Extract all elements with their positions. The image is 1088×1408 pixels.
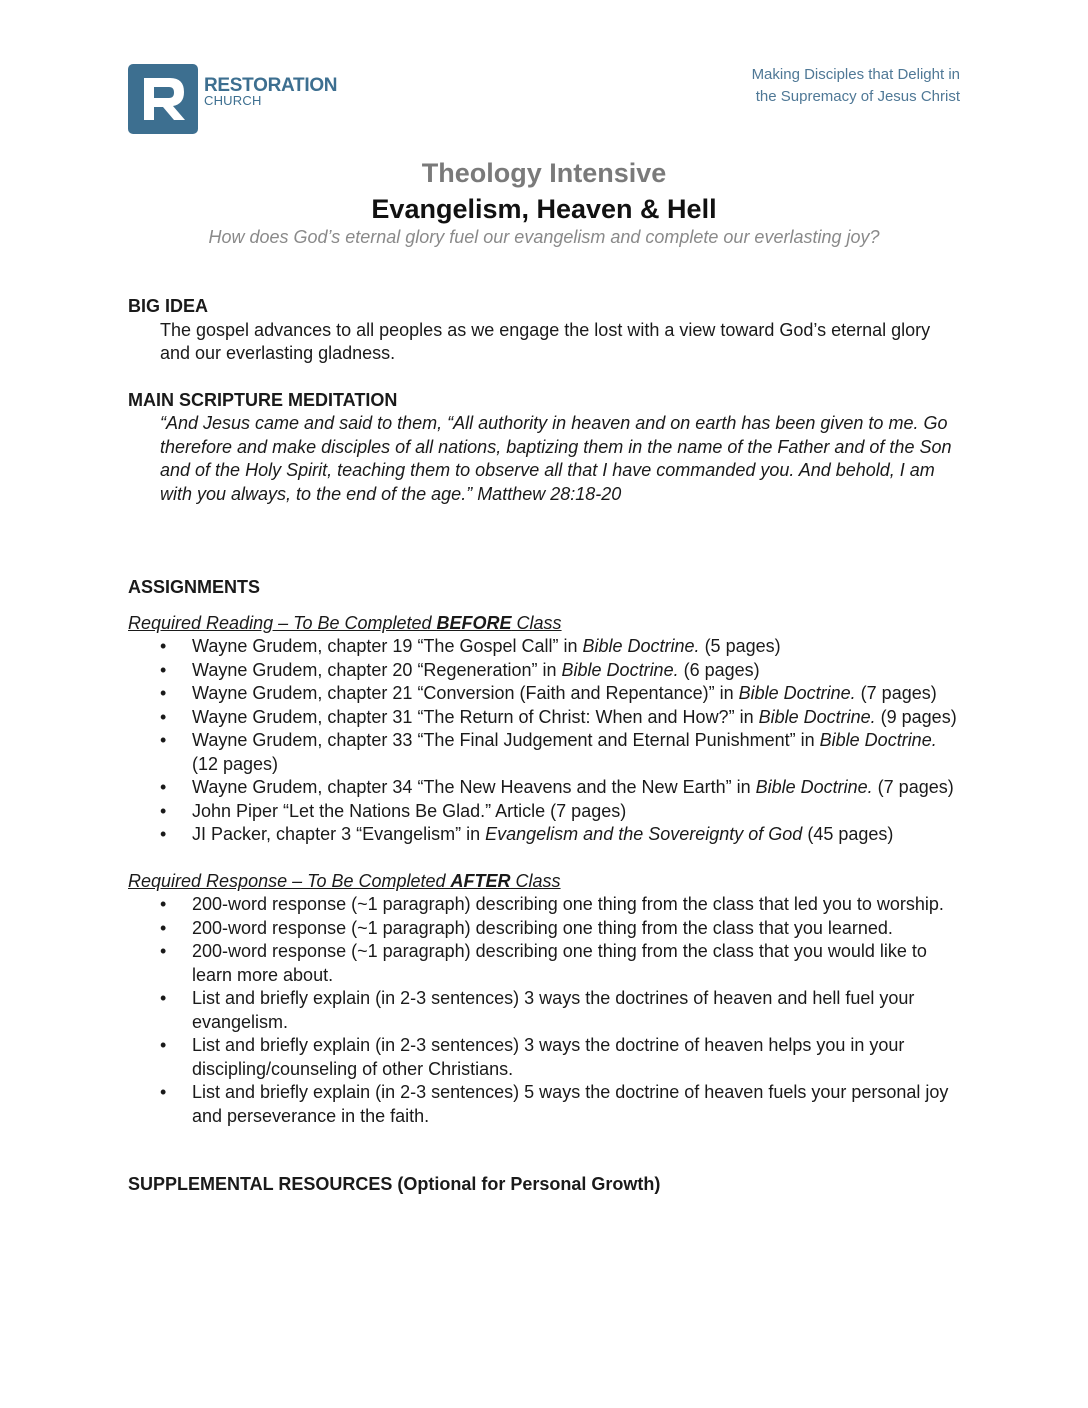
course-kicker: Theology Intensive bbox=[421, 158, 667, 188]
tagline-line-1: Making Disciples that Delight in bbox=[751, 66, 960, 83]
required-reading-label bbox=[128, 612, 958, 636]
response-list bbox=[128, 893, 958, 1128]
big-idea-text: The gospel advances to all peoples as we engage the lost with a view toward God’s eternal glory and our everlasting gladness. bbox=[160, 319, 931, 363]
document-body bbox=[128, 295, 958, 1197]
list-item: • 200-word response (~1 paragraph) describing one thing from the class that led you to worship. bbox=[128, 893, 958, 917]
list-item: • List and briefly explain (in 2-3 sentences) 3 ways the doctrine of heaven helps you in your discipling/counseling of other Christians. bbox=[128, 1034, 958, 1081]
list-item: • Wayne Grudem, chapter 19 “The Gospel Call” in Bible Doctrine. (5 pages) bbox=[128, 635, 958, 659]
tagline bbox=[752, 64, 960, 108]
list-item: • Wayne Grudem, chapter 20 “Regeneration” in Bible Doctrine. (6 pages) bbox=[128, 659, 958, 683]
list-item: • John Piper “Let the Nations Be Glad.” Article (7 pages) bbox=[128, 800, 958, 824]
list-item: • 200-word response (~1 paragraph) describing one thing from the class that you would like to learn more about. bbox=[128, 940, 958, 987]
list-item: • 200-word response (~1 paragraph) describing one thing from the class that you learned. bbox=[128, 917, 958, 941]
logo-mark bbox=[128, 64, 198, 134]
list-item: • Wayne Grudem, chapter 33 “The Final Judgement and Eternal Punishment” in Bible Doctrine. (12 pages) bbox=[128, 729, 958, 776]
response-label-text: Required Response – To Be Completed bbox=[128, 870, 451, 891]
assignments-heading: ASSIGNMENTS bbox=[128, 577, 261, 597]
tagline-line-2: the Supremacy of Jesus Christ bbox=[755, 88, 960, 105]
reading-list bbox=[128, 635, 958, 847]
logo-name: RESTORATION bbox=[204, 75, 338, 96]
response-label-emphasis: AFTER bbox=[450, 870, 511, 891]
big-idea-heading: BIG IDEA bbox=[128, 296, 209, 316]
list-item: • List and briefly explain (in 2-3 sentences) 5 ways the doctrine of heaven fuels your personal joy and perseverance in the faith. bbox=[128, 1081, 958, 1128]
list-item: • Wayne Grudem, chapter 31 “The Return of Christ: When and How?” in Bible Doctrine. (9 pages) bbox=[128, 706, 958, 730]
supplemental-heading: SUPPLEMENTAL RESOURCES (Optional for Personal Growth) bbox=[128, 1174, 661, 1194]
page-title: Evangelism, Heaven & Hell bbox=[371, 194, 717, 224]
reading-label-suffix: Class bbox=[511, 612, 562, 633]
response-label-suffix: Class bbox=[510, 870, 561, 891]
list-item: • Wayne Grudem, chapter 34 “The New Heavens and the New Earth” in Bible Doctrine. (7 pages) bbox=[128, 776, 958, 800]
r-monogram-icon bbox=[128, 64, 198, 134]
reading-label-text: Required Reading – To Be Completed bbox=[128, 612, 437, 633]
list-item: • Wayne Grudem, chapter 21 “Conversion (Faith and Repentance)” in Bible Doctrine. (7 pages) bbox=[128, 682, 958, 706]
scripture-text: “And Jesus came and said to them, “All authority in heaven and on earth has been given to me. Go therefore and make disciples of all nations, baptizing them in the name of the Father and of the Son and of the Holy Spirit, teaching them to observe all that I have commanded you. And behold, I am with you always, to the end of the age.” Matthew 28:18-20 bbox=[160, 413, 952, 504]
reading-label-emphasis: BEFORE bbox=[436, 612, 512, 633]
list-item: • JI Packer, chapter 3 “Evangelism” in Evangelism and the Sovereignty of God (45 pages) bbox=[128, 823, 958, 847]
logo-subname: CHURCH bbox=[204, 93, 262, 108]
page-subtitle: How does God’s eternal glory fuel our evangelism and complete our everlasting joy? bbox=[208, 227, 880, 247]
scripture-heading: MAIN SCRIPTURE MEDITATION bbox=[128, 389, 398, 410]
list-item: • List and briefly explain (in 2-3 sentences) 3 ways the doctrines of heaven and hell fuel your evangelism. bbox=[128, 987, 958, 1034]
required-response-label bbox=[128, 870, 958, 894]
church-logo bbox=[128, 64, 358, 134]
